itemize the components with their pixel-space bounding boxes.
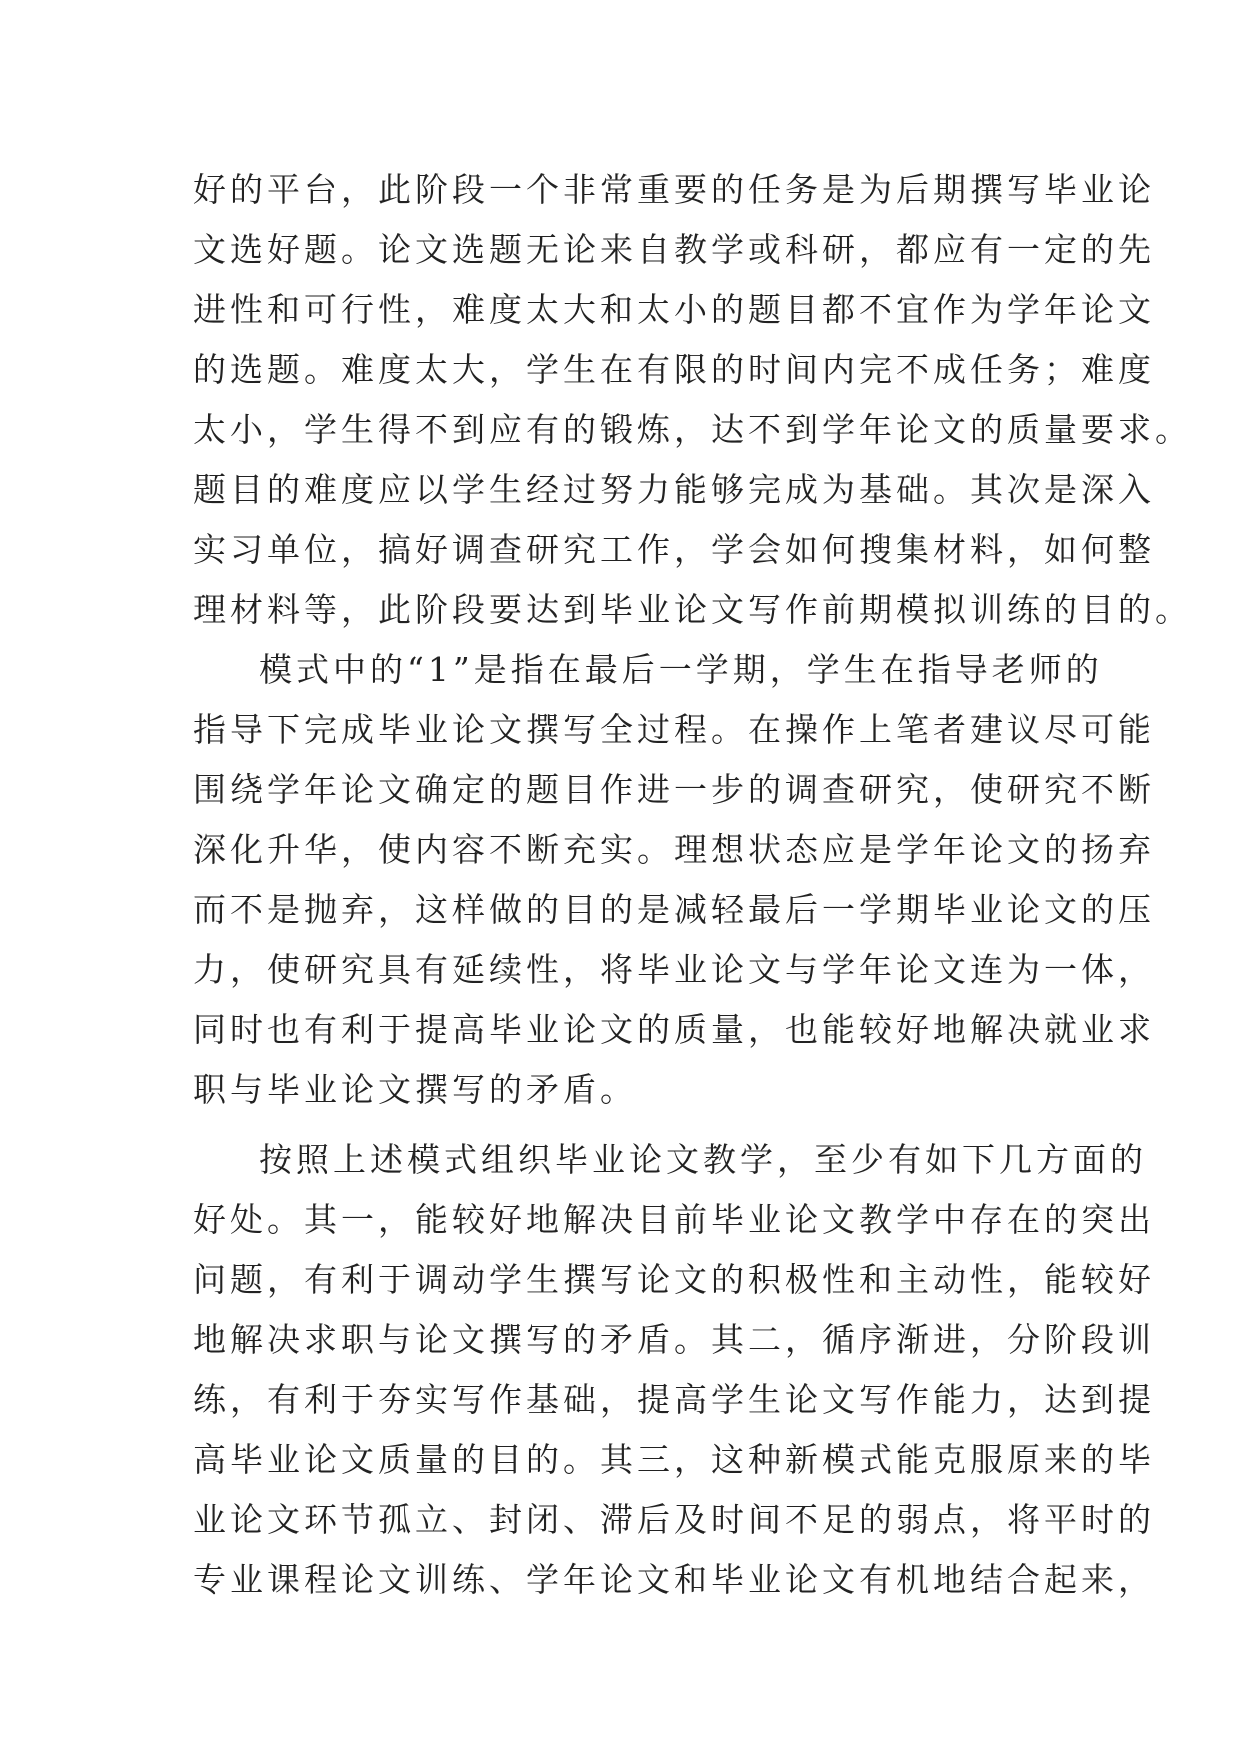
text-line: 题目的难度应以学生经过努力能够完成为基础。其次是深入 [193,470,1155,509]
text-line: 实习单位，搞好调查研究工作，学会如何搜集材料，如何整 [193,530,1155,569]
text-line: 业论文环节孤立、封闭、滞后及时间不足的弱点，将平时的 [193,1500,1155,1539]
text-line: 按照上述模式组织毕业论文教学，至少有如下几方面的 [259,1140,1147,1179]
paragraph-spacer [193,1120,1043,1130]
paragraph-3 [193,1130,1155,1610]
text-line: 好的平台，此阶段一个非常重要的任务是为后期撰写毕业论 [193,170,1155,209]
paragraph-1 [193,160,1192,640]
text-line: 围绕学年论文确定的题目作进一步的调查研究，使研究不断 [193,770,1155,809]
text-line: 模式中的“1”是指在最后一学期，学生在指导老师的 [259,650,1103,689]
text-line: 而不是抛弃，这样做的目的是减轻最后一学期毕业论文的压 [193,890,1155,929]
text-line: 专业课程论文训练、学年论文和毕业论文有机地结合起来， [193,1560,1155,1599]
text-line: 的选题。难度太大，学生在有限的时间内完不成任务；难度 [193,350,1155,389]
text-line: 问题，有利于调动学生撰写论文的积极性和主动性，能较好 [193,1260,1155,1299]
text-line: 好处。其一，能较好地解决目前毕业论文教学中存在的突出 [193,1200,1155,1239]
text-line: 深化升华，使内容不断充实。理想状态应是学年论文的扬弃 [193,830,1155,869]
text-line: 同时也有利于提高毕业论文的质量，也能较好地解决就业求 [193,1010,1155,1049]
text-line: 职与毕业论文撰写的矛盾。 [193,1070,637,1109]
text-line: 力，使研究具有延续性，将毕业论文与学年论文连为一体， [193,950,1155,989]
text-line: 太小，学生得不到应有的锻炼，达不到学年论文的质量要求。 [193,410,1192,449]
paragraph-2 [193,640,1155,1120]
text-line: 练，有利于夯实写作基础，提高学生论文写作能力，达到提 [193,1380,1155,1419]
text-line: 文选好题。论文选题无论来自教学或科研，都应有一定的先 [193,230,1155,269]
document-body [193,160,1192,1610]
text-line: 理材料等，此阶段要达到毕业论文写作前期模拟训练的目的。 [193,590,1192,629]
text-line: 地解决求职与论文撰写的矛盾。其二，循序渐进，分阶段训 [193,1320,1155,1359]
text-line: 高毕业论文质量的目的。其三，这种新模式能克服原来的毕 [193,1440,1155,1479]
text-line: 进性和可行性，难度太大和太小的题目都不宜作为学年论文 [193,290,1155,329]
text-line: 指导下完成毕业论文撰写全过程。在操作上笔者建议尽可能 [193,710,1155,749]
